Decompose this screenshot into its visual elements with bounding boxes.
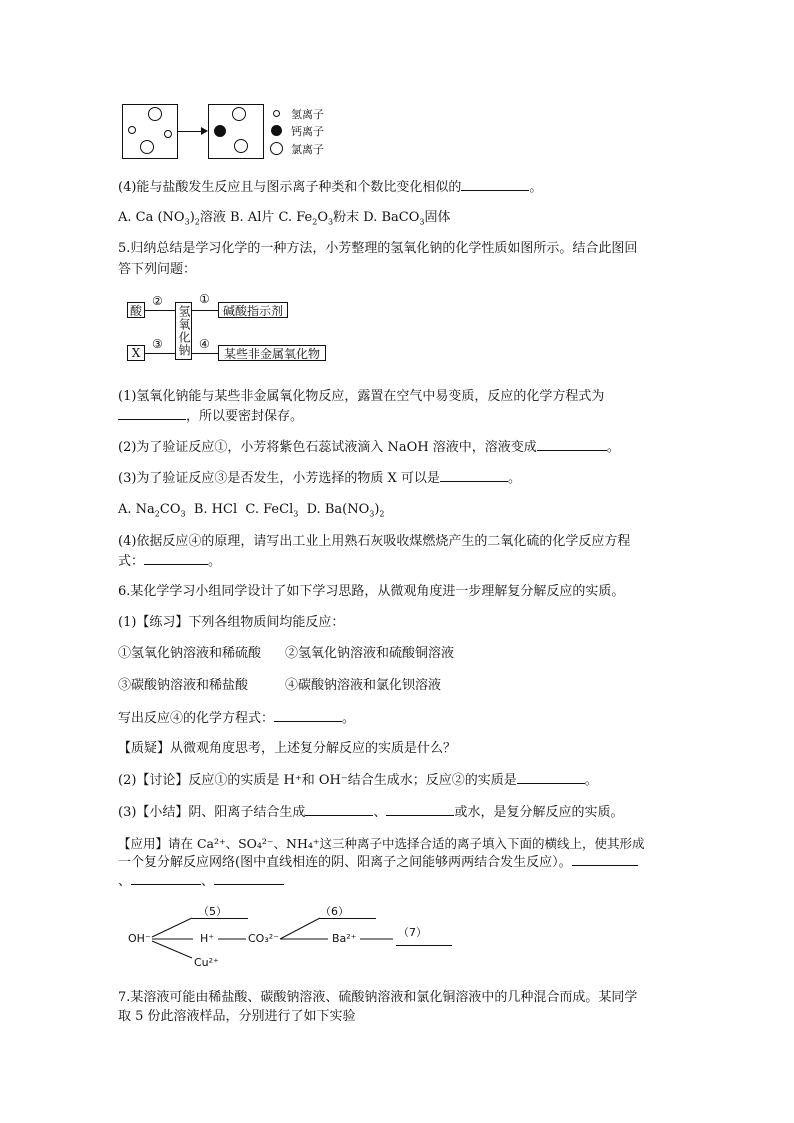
q4-stem: [118, 178, 542, 197]
p5-q2-end: 。: [606, 440, 620, 455]
arrow-head: [201, 127, 208, 135]
naoh-label: 氢氧化钠: [177, 305, 191, 357]
blank-5-label: （5）: [198, 905, 227, 918]
label-4: ④: [199, 337, 210, 351]
answer-blank[interactable]: [461, 178, 529, 191]
p6-pair2: [118, 677, 441, 695]
p6-discuss-text: (2)【讨论】反应①的实质是 H⁺和 OH⁻结合生成水；反应②的实质是: [118, 773, 517, 788]
answer-blank[interactable]: [305, 803, 373, 816]
p6-apply-line1: 【应用】请在 Ca²⁺、SO₄²⁻、NH₄⁺这三种离子中选择合适的离子填入下面的横线上，使其形成: [118, 836, 645, 851]
q4-stem-end: 。: [529, 180, 543, 195]
connector: [192, 310, 218, 311]
p6-write: [118, 709, 355, 728]
answer-blank[interactable]: [517, 771, 585, 784]
label-2: ②: [152, 294, 163, 308]
hydroxide-ion: OH⁻: [128, 932, 151, 945]
chloride-ion: [234, 139, 248, 153]
p5-q3-options: A. $Na_2CO_3$ B. HCl C. FeCl$_3$ D. $Ba(NO_3)_2$: [118, 502, 385, 519]
chloride-ion: [140, 140, 154, 154]
connector: [145, 310, 175, 311]
copper-ion: Cu²⁺: [194, 956, 219, 969]
p5-q4-line2: [118, 552, 221, 571]
p6-apply-line2: [118, 853, 638, 872]
p6-write-text: 写出反应④的化学方程式：: [118, 711, 275, 726]
p6-write-end: 。: [342, 711, 356, 726]
p7-line1: 7.某溶液可能由稀盐酸、碳酸钠溶液、硫酸钠溶液和氯化铜溶液中的几种混合而成。某同学: [118, 990, 638, 1005]
reaction-1: ①氢氧化钠溶液和稀硫酸: [118, 646, 262, 661]
chloride-ion: [232, 107, 246, 121]
reaction-3: ③碳酸钠溶液和稀盐酸: [118, 678, 249, 693]
p5-q2-text: (2)为了验证反应①，小芳将紫色石蕊试液滴入 NaOH 溶液中，溶液变成: [118, 440, 537, 455]
p5-q1-line2-text: ，所以要密封保存。: [186, 409, 304, 424]
p6-practice: (1)【练习】下列各组物质间均能反应：: [118, 615, 345, 630]
answer-blank[interactable]: [144, 552, 208, 565]
oh-to-blank5-line: [152, 918, 192, 937]
legend-hydrogen-symbol: [273, 110, 280, 117]
p5-q4-line2-end: 。: [208, 554, 222, 569]
p5-q3-text: (3)为了验证反应③是否发生，小芳选择的物质 X 可以是: [118, 471, 440, 486]
legend-chloride-label: 氯离子: [291, 143, 324, 156]
reaction-4: ④碳酸钠溶液和氯化钡溶液: [285, 678, 442, 693]
blank-6-label: （6）: [320, 905, 349, 918]
co3-to-blank6-line: [280, 918, 320, 939]
p5-q2: [118, 438, 620, 457]
p6-pair1: [118, 645, 454, 663]
hydrogen-ion: [128, 126, 136, 134]
p5-q1-line1: (1)氢氧化钠能与某些非金属氧化物反应，露置在空气中易变质，反应的化学方程式为: [118, 389, 605, 404]
p5-q3: [118, 469, 521, 488]
legend-hydrogen-label: 氢离子: [291, 108, 324, 121]
p5-q1-line2: [118, 407, 303, 426]
answer-blank[interactable]: [440, 469, 508, 482]
answer-blank[interactable]: [537, 438, 607, 451]
p5-q4-line2-text: 式：: [118, 554, 145, 569]
answer-blank[interactable]: [118, 407, 186, 420]
label-1: ①: [199, 292, 210, 306]
legend-chloride-symbol: [270, 142, 283, 155]
calcium-ion: [214, 125, 226, 137]
q4-options: A. Ca $(NO_3)_2$溶液 B. Al片 C. $Fe_2O_3$粉末 D. BaCO$_3$固体: [118, 210, 451, 227]
p5-intro-line2: 答下列问题：: [118, 262, 197, 277]
p6-summary-text: (3)【小结】阴、阳离子结合生成: [118, 805, 306, 820]
separator: 、: [118, 874, 132, 889]
legend-calcium-label: 钙离子: [291, 125, 324, 138]
connector: [192, 353, 218, 354]
chloride-ion: [148, 107, 162, 121]
blank-7[interactable]: [396, 945, 452, 946]
hydrogen-ion: H⁺: [200, 932, 215, 945]
x-box: X: [127, 345, 145, 361]
carbonate-ion: CO₃²⁻: [248, 932, 279, 945]
p6-discuss: [118, 771, 598, 790]
p6-intro: 6.某化学学习小组同学设计了如下学习思路，从微观角度进一步理解复分解反应的实质。: [118, 584, 625, 599]
oh-to-cu-line: [152, 941, 192, 958]
answer-blank[interactable]: [214, 872, 284, 885]
connector: [145, 353, 175, 354]
answer-blank[interactable]: [386, 803, 454, 816]
blank-7-label: （7）: [398, 926, 427, 939]
hydrogen-ion: [164, 130, 172, 138]
separator: 、: [201, 874, 215, 889]
p7-line2: 取 5 份此溶液样品，分别进行了如下实验: [118, 1009, 356, 1024]
p6-summary-sep: 、: [373, 805, 387, 820]
answer-blank[interactable]: [274, 709, 342, 722]
answer-blank[interactable]: [572, 853, 638, 866]
barium-ion: Ba²⁺: [332, 932, 357, 945]
legend-calcium-symbol: [271, 125, 282, 136]
q4-stem-text: (4)能与盐酸发生反应且与图示离子种类和个数比变化相似的: [118, 180, 462, 195]
p5-intro-line1: 5.归纳总结是学习化学的一种方法，小芳整理的氢氧化钠的化学性质如图所示。结合此图回: [118, 241, 638, 256]
acid-box: 酸: [127, 302, 145, 318]
oxide-box: 某些非金属氧化物: [218, 345, 326, 361]
p5-q4-line1: (4)依据反应④的原理，请写出工业上用熟石灰吸收煤燃烧产生的二氧化硫的化学反应方程: [118, 534, 631, 549]
p6-apply-line3: [118, 872, 284, 891]
p6-discuss-end: 。: [584, 773, 598, 788]
label-3: ③: [152, 337, 163, 351]
p6-summary-end: 或水，是复分解反应的实质。: [454, 805, 624, 820]
naoh-box: [175, 302, 192, 360]
p6-question: 【质疑】从微观角度思考，上述复分解反应的实质是什么？: [118, 741, 457, 756]
p5-q3-end: 。: [507, 471, 521, 486]
p6-apply-line2-text: 一个复分解反应网络(图中直线相连的阴、阳离子之间能够两两结合发生反应）。: [118, 855, 572, 870]
answer-blank[interactable]: [131, 872, 201, 885]
p6-summary: [118, 803, 623, 822]
indicator-box: 碱酸指示剂: [218, 302, 288, 318]
blank-5[interactable]: [192, 918, 248, 919]
reaction-2: ②氢氧化钠溶液和硫酸铜溶液: [285, 646, 455, 661]
blank-6[interactable]: [320, 918, 376, 919]
